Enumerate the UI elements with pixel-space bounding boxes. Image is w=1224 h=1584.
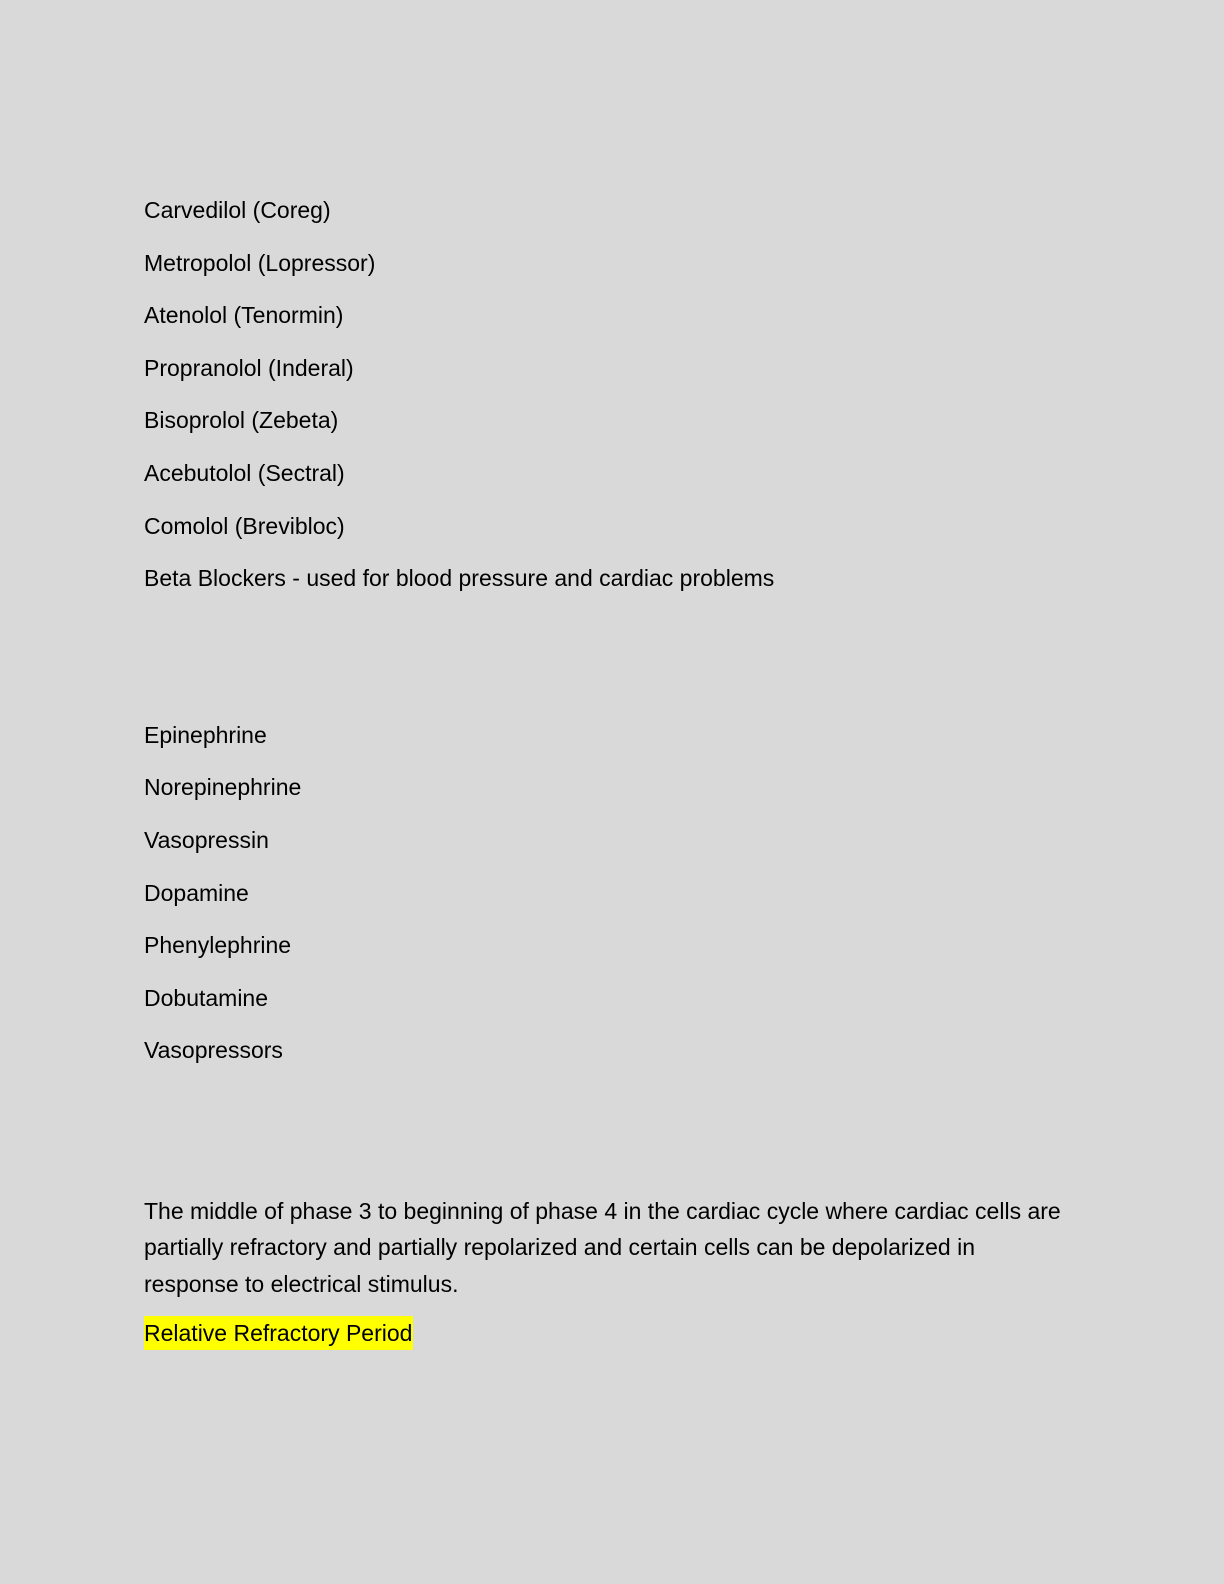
list-item: Comolol (Brevibloc) — [144, 512, 345, 539]
list-item: Dopamine — [144, 879, 249, 906]
page-content — [144, 196, 1074, 1350]
list-item: Norepinephrine — [144, 774, 302, 801]
vasopressors-card — [144, 721, 1074, 1065]
list-item: Epinephrine — [144, 721, 267, 748]
refractory-card — [144, 1193, 1074, 1351]
list-item: Dobutamine — [144, 984, 269, 1011]
spacer — [144, 1089, 1074, 1193]
list-item: Carvedilol (Coreg) — [144, 197, 331, 223]
card-answer: Beta Blockers - used for blood pressure and cardiac problems — [144, 565, 775, 592]
list-item: Atenolol (Tenormin) — [144, 302, 344, 329]
list-item: Propranolol (Inderal) — [144, 354, 354, 381]
list-item: Metropolol (Lopressor) — [144, 249, 376, 276]
highlighted-answer: Relative Refractory Period — [144, 1316, 413, 1350]
list-item: Bisoprolol (Zebeta) — [144, 407, 339, 434]
list-item: Vasopressin — [144, 826, 269, 853]
card-answer: Vasopressors — [144, 1037, 283, 1064]
card-definition: The middle of phase 3 to beginning of phase 4 in the cardiac cycle where cardiac cells are partially refractory and partially repolarized and certain cells can be depolarized in response to electrical stimulus. — [144, 1197, 1061, 1297]
list-item: Phenylephrine — [144, 932, 292, 959]
list-item: Acebutolol (Sectral) — [144, 459, 345, 486]
spacer — [144, 617, 1074, 721]
beta-blockers-card — [144, 196, 1074, 592]
